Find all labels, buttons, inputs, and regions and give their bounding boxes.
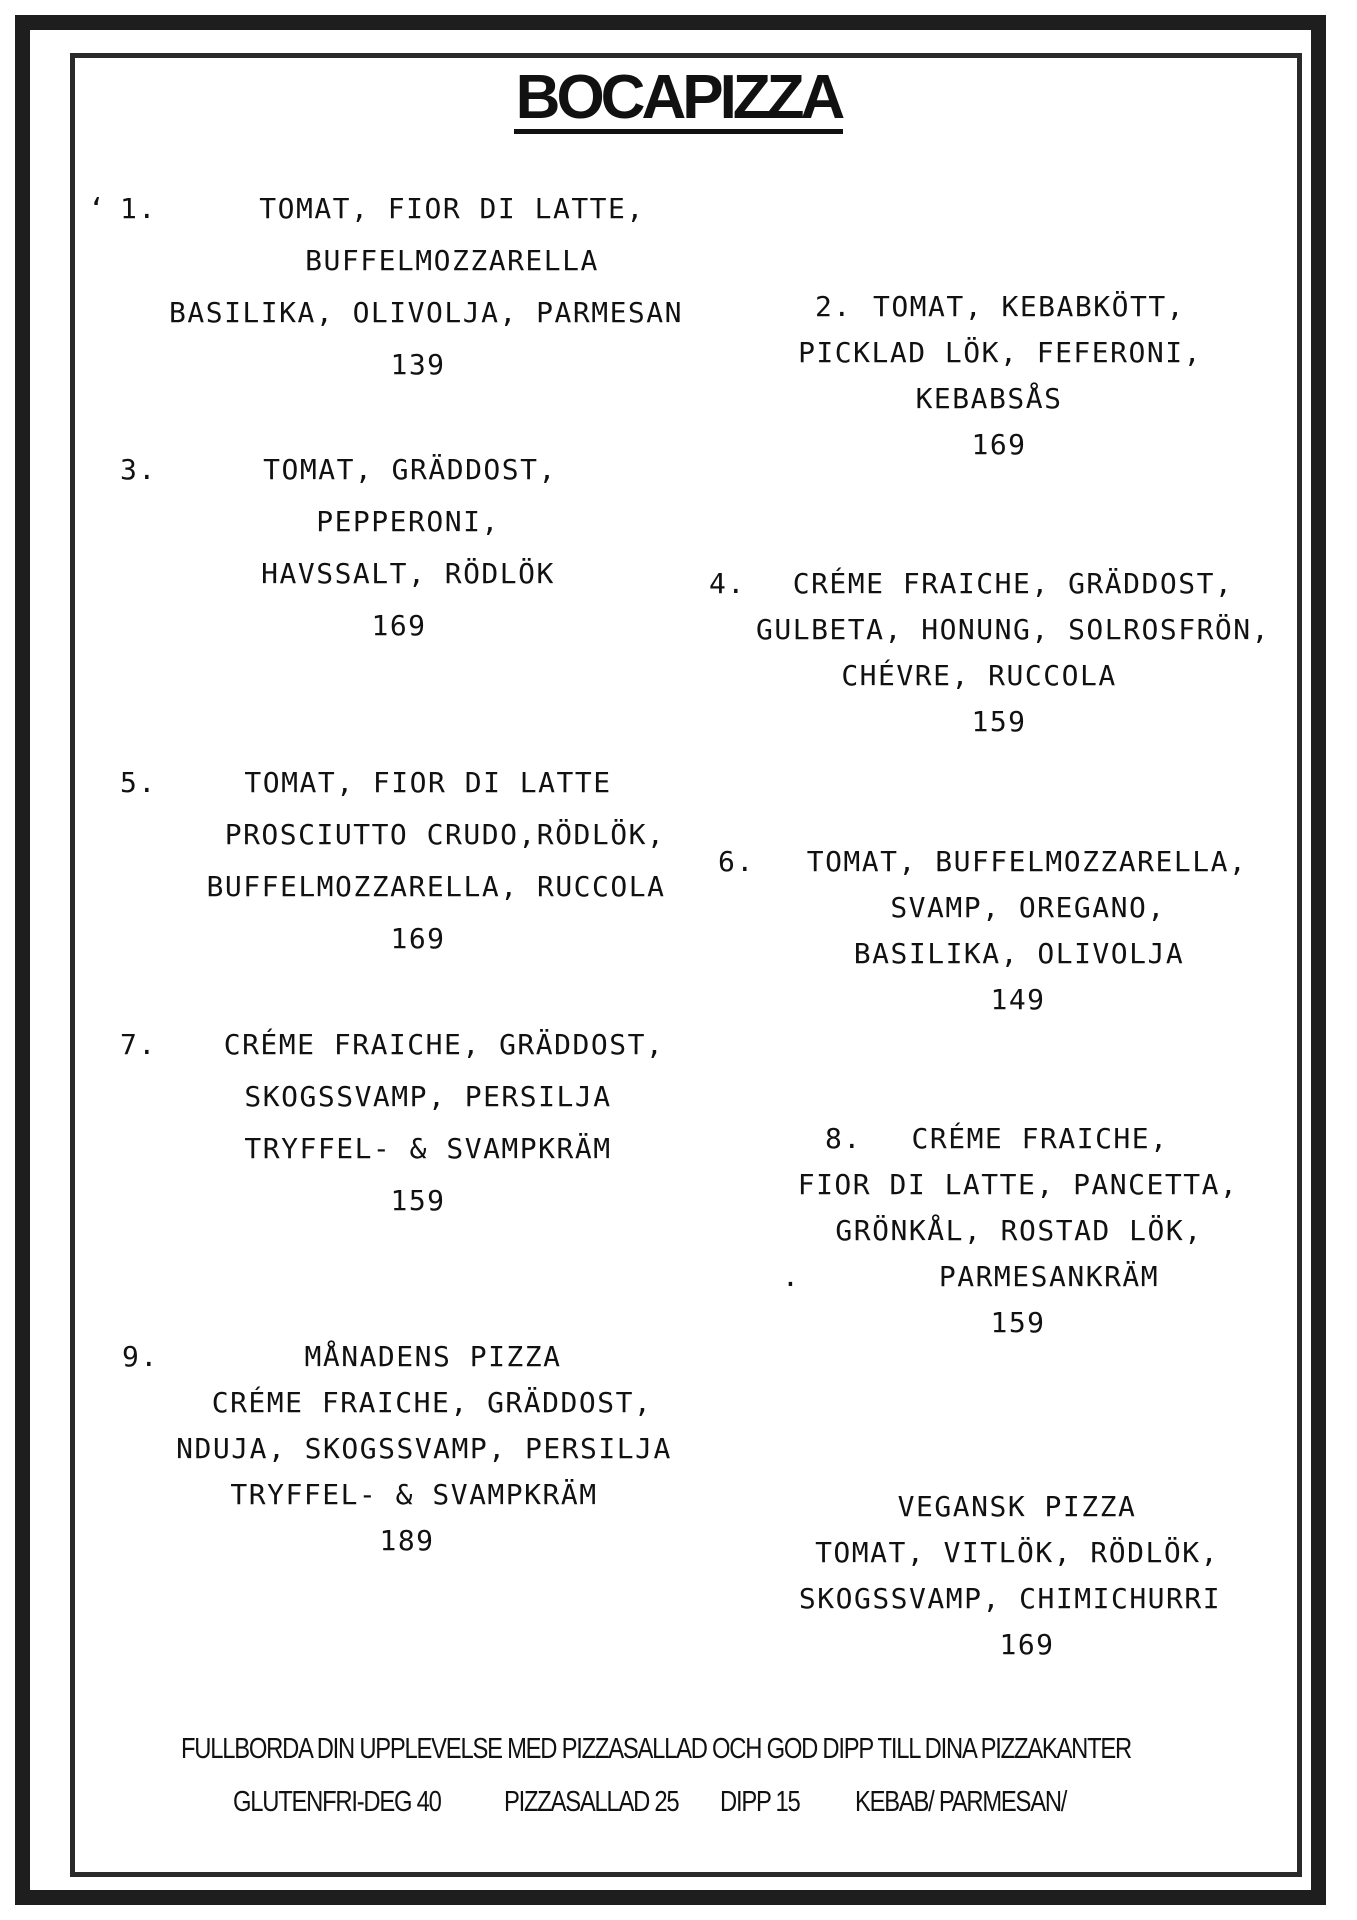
pizza-9-line-2: CRÉME FRAICHE, GRÄDDOST, bbox=[211, 1386, 653, 1419]
pizza-3-line-1: TOMAT, GRÄDDOST, bbox=[263, 453, 557, 486]
pizza-5-line-1: TOMAT, FIOR DI LATTE bbox=[244, 766, 612, 799]
pizza-1-line-1: TOMAT, FIOR DI LATTE, bbox=[259, 192, 645, 225]
pizza-1-line-3: BASILIKA, OLIVOLJA, PARMESAN bbox=[168, 296, 684, 329]
footer-pizzasallad: PIZZASALLAD 25 bbox=[504, 1786, 679, 1818]
pizza-4-line-1: CRÉME FRAICHE, GRÄDDOST, bbox=[792, 567, 1234, 600]
quote-mark: ‘ bbox=[88, 192, 107, 225]
footer-gluten-free: GLUTENFRI-DEG 40 bbox=[233, 1786, 441, 1818]
restaurant-title: BOCAPIZZA bbox=[515, 63, 842, 132]
pizza-3-line-2: PEPPERONI, bbox=[316, 505, 500, 538]
stray-dot: . bbox=[782, 1260, 801, 1293]
vegan-pizza-line-3: SKOGSSVAMP, CHIMICHURRI bbox=[798, 1582, 1222, 1615]
pizza-8-line-1: CRÉME FRAICHE, bbox=[911, 1122, 1169, 1155]
pizza-5-number: 5. bbox=[120, 766, 157, 799]
pizza-1-number: 1. bbox=[120, 192, 157, 225]
pizza-7-line-3: TRYFFEL- & SVAMPKRÄM bbox=[244, 1132, 612, 1165]
pizza-2-line-1: TOMAT, KEBABKÖTT, bbox=[872, 290, 1186, 323]
pizza-6-line-1: TOMAT, BUFFELMOZZARELLA, bbox=[806, 845, 1248, 878]
pizza-9-line-4: TRYFFEL- & SVAMPKRÄM bbox=[230, 1478, 598, 1511]
footer-dipp: DIPP 15 bbox=[720, 1786, 800, 1818]
pizza-2-number: 2. bbox=[815, 290, 852, 323]
pizza-4-number: 4. bbox=[709, 567, 746, 600]
vegan-pizza-line-2: TOMAT, VITLÖK, RÖDLÖK, bbox=[815, 1536, 1219, 1569]
pizza-5-line-2: PROSCIUTTO CRUDO,RÖDLÖK, bbox=[224, 818, 666, 851]
vegan-pizza-price: 169 bbox=[999, 1628, 1055, 1661]
pizza-3-number: 3. bbox=[120, 453, 157, 486]
pizza-2-line-3: KEBABSÅS bbox=[915, 382, 1063, 415]
pizza-9-line-3: NDUJA, SKOGSSVAMP, PERSILJA bbox=[176, 1432, 672, 1465]
pizza-6-number: 6. bbox=[718, 845, 755, 878]
pizza-5-price: 169 bbox=[390, 922, 446, 955]
pizza-7-price: 159 bbox=[390, 1184, 446, 1217]
pizza-7-number: 7. bbox=[120, 1028, 157, 1061]
pizza-7-line-2: SKOGSSVAMP, PERSILJA bbox=[244, 1080, 612, 1113]
pizza-8-number: 8. bbox=[825, 1122, 862, 1155]
pizza-7-line-1: CRÉME FRAICHE, GRÄDDOST, bbox=[223, 1028, 665, 1061]
vegan-pizza-line-1: VEGANSK PIZZA bbox=[897, 1490, 1137, 1523]
pizza-8-price: 159 bbox=[990, 1306, 1046, 1339]
pizza-1-price: 139 bbox=[390, 348, 446, 381]
pizza-5-line-3: BUFFELMOZZARELLA, RUCCOLA bbox=[206, 870, 666, 903]
pizza-4-price: 159 bbox=[971, 705, 1027, 738]
pizza-8-line-2: FIOR DI LATTE, PANCETTA, bbox=[797, 1168, 1239, 1201]
pizza-8-line-4: PARMESANKRÄM bbox=[938, 1260, 1160, 1293]
pizza-9-number: 9. bbox=[122, 1340, 159, 1373]
pizza-6-line-3: BASILIKA, OLIVOLJA bbox=[853, 937, 1185, 970]
pizza-8-line-3: GRÖNKÅL, ROSTAD LÖK, bbox=[835, 1214, 1203, 1247]
pizza-9-price: 189 bbox=[379, 1524, 435, 1557]
footer-dip-flavors: KEBAB/ PARMESAN/ bbox=[855, 1786, 1067, 1818]
pizza-1-line-2: BUFFELMOZZARELLA bbox=[305, 244, 599, 277]
footer-upsell-text: FULLBORDA DIN UPPLEVELSE MED PIZZASALLAD OCH GOD DIPP TILL DINA PIZZAKANTER bbox=[181, 1733, 1131, 1765]
pizza-6-line-2: SVAMP, OREGANO, bbox=[890, 891, 1166, 924]
pizza-4-line-2: GULBETA, HONUNG, SOLROSFRÖN, bbox=[755, 613, 1271, 646]
pizza-2-line-2: PICKLAD LÖK, FEFERONI, bbox=[798, 336, 1202, 369]
pizza-6-price: 149 bbox=[990, 983, 1046, 1016]
pizza-3-line-3: HAVSSALT, RÖDLÖK bbox=[261, 557, 555, 590]
pizza-2-price: 169 bbox=[971, 428, 1027, 461]
pizza-4-line-3: CHÉVRE, RUCCOLA bbox=[841, 659, 1117, 692]
pizza-9-line-1: MÅNADENS PIZZA bbox=[304, 1340, 562, 1373]
pizza-3-price: 169 bbox=[371, 609, 427, 642]
